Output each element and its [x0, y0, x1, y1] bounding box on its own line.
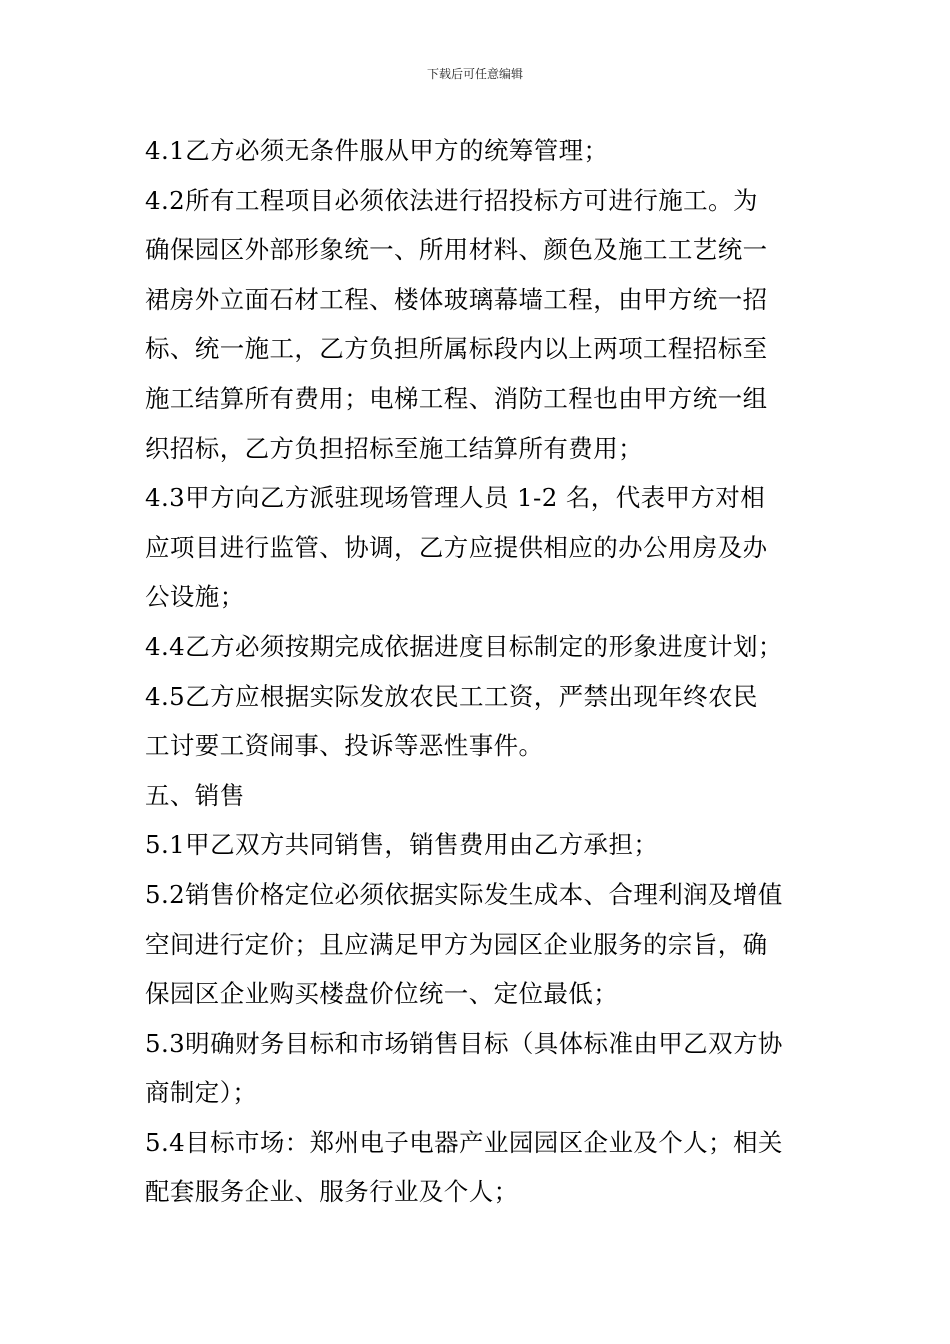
section-heading: 五、销售 [145, 780, 245, 810]
text-line: 公设施； [145, 582, 245, 612]
text-line: 4.1乙方必须无条件服从甲方的统筹管理； [145, 136, 609, 165]
text-line: 4.3甲方向乙方派驻现场管理人员 1-2 名，代表甲方对相 [145, 483, 766, 513]
text-line: 确保园区外部形象统一、所用材料、颜色及施工工艺统一 [145, 235, 768, 265]
text-line: 空间进行定价；且应满足甲方为园区企业服务的宗旨，确 [145, 929, 768, 959]
text-line: 5.2销售价格定位必须依据实际发生成本、合理利润及增值 [145, 879, 783, 909]
text-line: 4.5乙方应根据实际发放农民工工资，严禁出现年终农民 [145, 681, 758, 711]
text-line: 5.3明确财务目标和市场销售目标（具体标准由甲乙双方协 [145, 1028, 783, 1058]
text-line: 保园区企业购买楼盘价位统一、定位最低； [145, 979, 619, 1009]
text-line: 施工结算所有费用；电梯工程、消防工程也由甲方统一组 [145, 383, 768, 413]
text-line: 工讨要工资闹事、投诉等恶性事件。 [145, 731, 544, 761]
text-line: 5.4目标市场：郑州电子电器产业园园区企业及个人；相关 [145, 1127, 783, 1157]
text-line: 应项目进行监管、协调，乙方应提供相应的办公用房及办 [145, 532, 768, 562]
text-line: 5.1甲乙双方共同销售，销售费用由乙方承担； [145, 830, 659, 860]
text-line: 标、统一施工，乙方负担所属标段内以上两项工程招标至 [145, 334, 768, 364]
document-body [145, 126, 811, 1217]
text-line: 配套服务企业、服务行业及个人； [145, 1177, 519, 1207]
text-line: 裙房外立面石材工程、楼体玻璃幕墙工程，由甲方统一招 [145, 284, 768, 314]
text-line: 织招标，乙方负担招标至施工结算所有费用； [145, 433, 643, 463]
text-line: 4.2所有工程项目必须依法进行招投标方可进行施工。为 [145, 185, 758, 215]
header-note: 下载后可任意编辑 [426, 67, 523, 81]
text-line: 4.4乙方必须按期完成依据进度目标制定的形象进度计划； [145, 631, 783, 661]
text-line: 商制定）； [145, 1078, 258, 1108]
